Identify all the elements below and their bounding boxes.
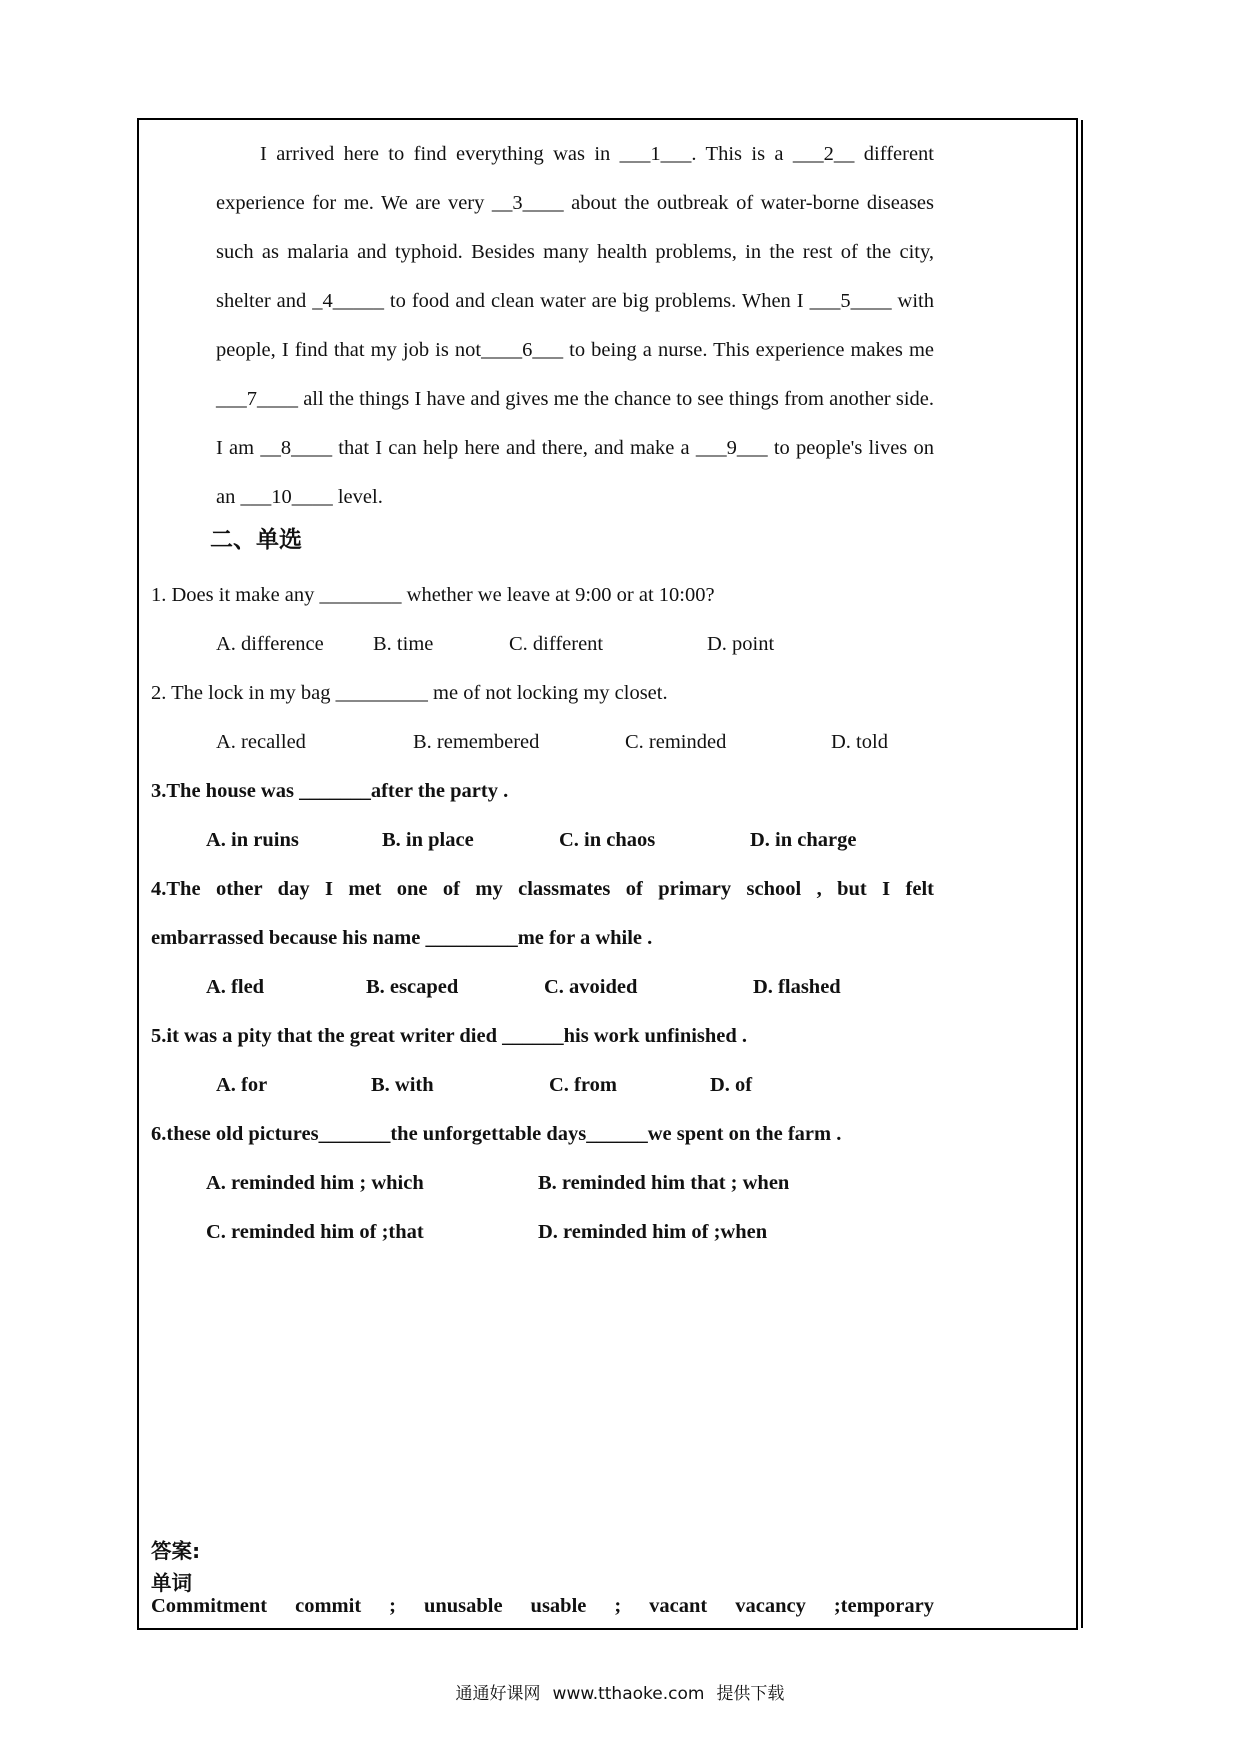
worksheet-table bbox=[137, 118, 1078, 1630]
question-3: 3.The house was _______after the party . bbox=[151, 780, 509, 802]
question-5: 5.it was a pity that the great writer died ______his work unfinished . bbox=[151, 1025, 748, 1047]
q2-option-c: C. reminded bbox=[625, 731, 727, 753]
question-1: 1. Does it make any ________ whether we leave at 9:00 or at 10:00? bbox=[151, 584, 715, 606]
q5-option-c: C. from bbox=[549, 1074, 617, 1096]
q3-option-c: C. in chaos bbox=[559, 829, 656, 851]
q6-option-d: D. reminded him of ;when bbox=[538, 1221, 768, 1243]
q1-option-a: A. difference bbox=[216, 633, 324, 655]
answers-sub-label: 单词 bbox=[151, 1571, 192, 1595]
page-footer bbox=[0, 1679, 1240, 1704]
question-2: 2. The lock in my bag _________ me of not locking my closet. bbox=[151, 682, 668, 704]
q6-option-b: B. reminded him that ; when bbox=[538, 1172, 790, 1194]
q1-option-b: B. time bbox=[373, 633, 434, 655]
q2-option-a: A. recalled bbox=[216, 731, 306, 753]
q5-option-d: D. of bbox=[710, 1074, 753, 1096]
q6-option-a: A. reminded him ; which bbox=[206, 1172, 424, 1194]
q1-option-c: C. different bbox=[509, 633, 604, 655]
q5-option-a: A. for bbox=[216, 1074, 268, 1096]
question-4-line-2: embarrassed because his name _________me for a while . bbox=[151, 927, 653, 949]
question-6: 6.these old pictures_______the unforgettable days______we spent on the farm . bbox=[151, 1123, 842, 1145]
main-cell bbox=[139, 120, 1079, 1628]
cloze-passage bbox=[216, 130, 934, 522]
answers-label: 答案: bbox=[151, 1539, 201, 1563]
q2-option-b: B. remembered bbox=[413, 731, 540, 753]
q3-option-b: B. in place bbox=[382, 829, 474, 851]
q1-option-d: D. point bbox=[707, 633, 775, 655]
q4-option-a: A. fled bbox=[206, 976, 265, 998]
q3-option-d: D. in charge bbox=[750, 829, 857, 851]
q5-option-b: B. with bbox=[371, 1074, 434, 1096]
q4-option-c: C. avoided bbox=[544, 976, 638, 998]
section-heading: 二、单选 bbox=[210, 527, 302, 553]
q3-option-a: A. in ruins bbox=[206, 829, 299, 851]
footer-note: 提供下载 bbox=[716, 1684, 785, 1704]
q2-option-d: D. told bbox=[831, 731, 888, 753]
question-4-line-1: 4.The other day I met one of my classmates of primary school , but I felt bbox=[151, 878, 934, 900]
answers-line: Commitment commit ; unusable usable ; vacant vacancy ;temporary bbox=[151, 1595, 934, 1617]
passage-text: I arrived here to find everything was in ___1___. This is a ___2__ different experience for me. We are very __3____ about the outbreak of water-borne diseases such as malaria and typhoid. Besides many health problems, in the rest of the city, shelter and _4_____ to food and clean water are big problems. When I ___5____ with people, I find that my job is not____6___ to being a nurse. This experience makes me ___7____ all the things I have and gives me the chance to see things from another side. I am __8____ that I can help here and there, and make a ___9___ to people's lives on an ___10____ level. bbox=[216, 143, 934, 508]
footer-site: 通通好课网 bbox=[455, 1684, 541, 1704]
side-column-divider bbox=[1081, 120, 1083, 1628]
q6-option-c: C. reminded him of ;that bbox=[206, 1221, 424, 1243]
footer-url: www.tthaoke.com bbox=[552, 1684, 705, 1704]
q4-option-d: D. flashed bbox=[753, 976, 841, 998]
q4-option-b: B. escaped bbox=[366, 976, 459, 998]
